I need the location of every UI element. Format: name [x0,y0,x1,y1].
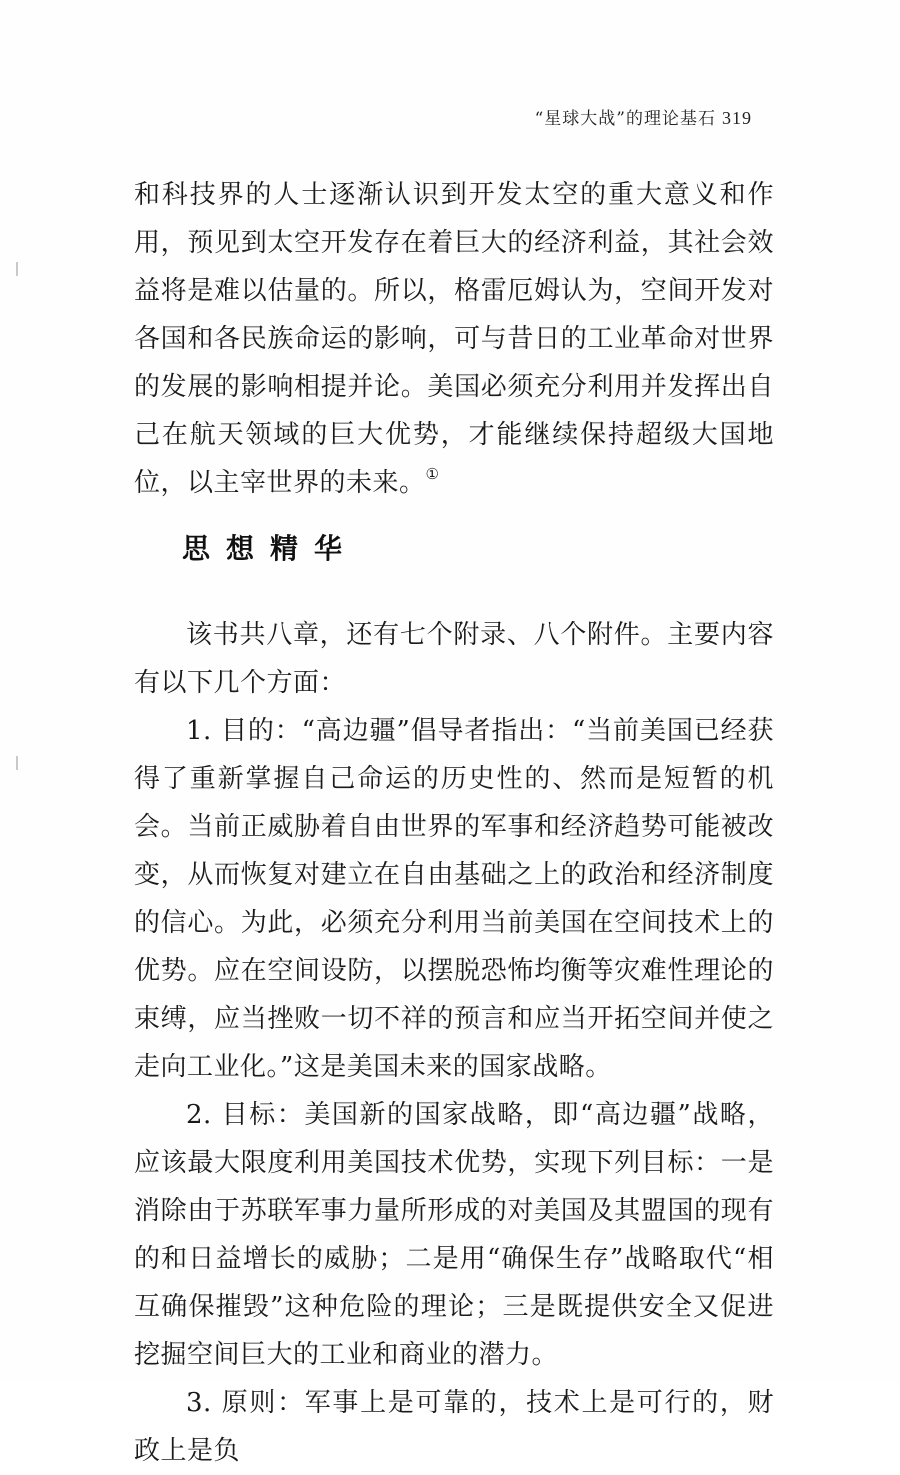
main-text-block [134,611,774,1475]
page-number: 319 [722,108,752,128]
scan-edge-mark [16,756,18,770]
scan-edge-mark [16,262,18,276]
running-header-title: “星球大战”的理论基石 [534,109,716,129]
paragraph-purpose: 1. 目的：“高边疆”倡导者指出：“当前美国已经获得了重新掌握自己命运的历史性的、然而是短暂的机会。当前正威胁着自由世界的军事和经济趋势可能被改变，从而恢复对建立在自由基础之上的政治和经济制度的信心。为此，必须充分利用当前美国在空间技术上的优势。应在空间设防，以摆脱恐怖均衡等灾难性理论的束缚，应当挫败一切不祥的预言和应当开拓空间并使之走向工业化。”这是美国未来的国家战略。 [134,716,774,1082]
paragraph-text: 和科技界的人士逐渐认识到开发太空的重大意义和作用，预见到太空开发存在着巨大的经济利益，其社会效益将是难以估量的。所以，格雷厄姆认为，空间开发对各国和各民族命运的影响，可与昔日的工业革命对世界的发展的影响相提并论。美国必须充分利用并发挥出自己在航天领域的巨大优势，才能继续保持超级大国地位，以主宰世界的未来。 [134,180,774,498]
running-header [535,104,752,129]
paragraph-principles: 3. 原则：军事上是可靠的，技术上是可行的，财政上是负 [134,1388,774,1466]
paragraph-intro: 该书共八章，还有七个附录、八个附件。主要内容有以下几个方面： [134,620,774,698]
footnote-marker: ① [425,465,440,483]
continued-paragraph [134,171,774,507]
continued-paragraph-block [134,171,774,507]
section-heading: 思想精华 [182,532,359,565]
paragraph-goals: 2. 目标：美国新的国家战略，即“高边疆”战略，应该最大限度利用美国技术优势，实现下列目标：一是消除由于苏联军事力量所形成的对美国及其盟国的现有的和日益增长的威胁；二是用“确保生存”战略取代“相互确保摧毁”这种危险的理论；三是既提供安全又促进挖掘空间巨大的工业和商业的潜力。 [134,1100,774,1370]
